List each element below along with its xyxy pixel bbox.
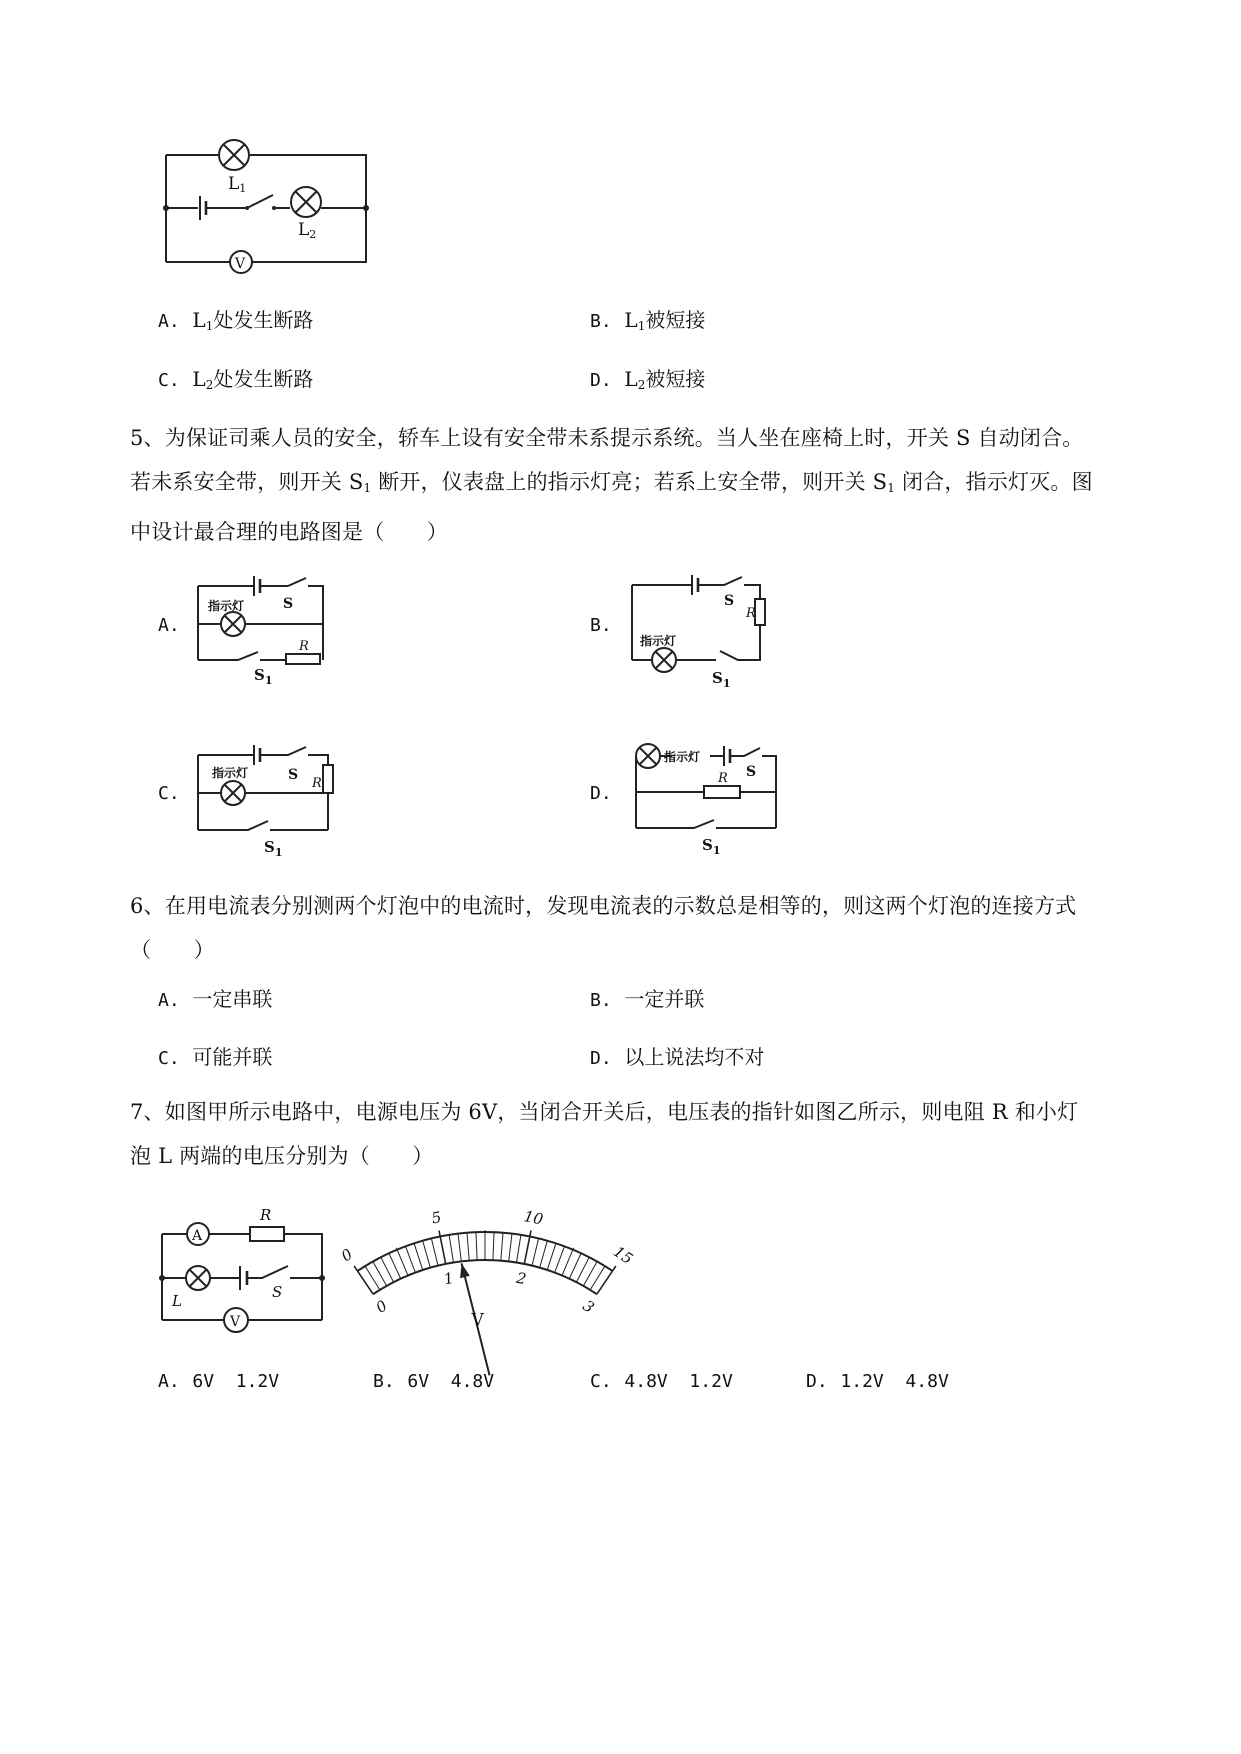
svg-text:S: S bbox=[272, 1283, 283, 1301]
q4-option-a[interactable]: A. $L_1$处发生断路 bbox=[158, 308, 314, 333]
meter-inner-scale-label: 0 bbox=[372, 1296, 391, 1317]
svg-text:指示灯: 指示灯 bbox=[208, 599, 245, 613]
lamp-l1-label: L1 bbox=[228, 174, 247, 195]
q7-circuit-diagram bbox=[150, 1200, 340, 1340]
svg-text:S: S bbox=[283, 596, 294, 612]
svg-text:S: S bbox=[288, 767, 299, 783]
q5-option-d-label[interactable]: D. bbox=[590, 783, 612, 804]
meter-outer-scale-label: 15 bbox=[610, 1242, 637, 1269]
ammeter-icon bbox=[187, 1223, 209, 1245]
meter-outer-scale-label: 5 bbox=[430, 1208, 443, 1228]
q7-option-c[interactable]: C. 4.8V 1.2V bbox=[590, 1371, 733, 1392]
meter-tick bbox=[431, 1238, 438, 1265]
q5-line-1: 5、为保证司乘人员的安全，轿车上设有安全带未系提示系统。当人坐在座椅上时，开关 S 自动闭合。 bbox=[130, 426, 1084, 450]
svg-text:R: R bbox=[312, 776, 322, 791]
q6-option-a[interactable]: A. 一定串联 bbox=[158, 987, 273, 1011]
meter-tick bbox=[540, 1241, 548, 1268]
meter-tick bbox=[501, 1233, 503, 1261]
q7-option-d[interactable]: D. 1.2V 4.8V bbox=[806, 1371, 949, 1392]
meter-tick bbox=[458, 1234, 461, 1262]
q4-option-d[interactable]: D. $L_2$被短接 bbox=[590, 367, 706, 392]
q5-option-d-circuit bbox=[620, 730, 790, 860]
svg-text:指示灯: 指示灯 bbox=[640, 634, 677, 648]
meter-inner-arc bbox=[373, 1260, 597, 1294]
q6-line-1: 6、在用电流表分别测两个灯泡中的电流时，发现电流表的示数总是相等的，则这两个灯泡的连接方式 bbox=[130, 894, 1077, 918]
svg-text:S1: $S_1$ bbox=[264, 838, 283, 859]
battery-icon bbox=[200, 196, 206, 220]
q7-line-2: 泡 L 两端的电压分别为（ ） bbox=[130, 1144, 434, 1168]
q6-line-2: （ ） bbox=[130, 938, 215, 962]
q5-option-b-circuit bbox=[620, 565, 780, 690]
q7-voltmeter-dial bbox=[337, 1185, 637, 1350]
svg-text:指示灯: 指示灯 bbox=[664, 750, 701, 764]
meter-tick bbox=[389, 1253, 401, 1278]
meter-scale-ticks bbox=[354, 1230, 616, 1294]
meter-tick bbox=[547, 1243, 556, 1270]
svg-text:R: R bbox=[746, 606, 756, 621]
q5-option-a-label[interactable]: A. bbox=[158, 615, 180, 636]
meter-outer-scale-label: 10 bbox=[522, 1207, 545, 1229]
voltmeter-icon bbox=[224, 1308, 248, 1332]
q5-option-c-label[interactable]: C. bbox=[158, 783, 180, 804]
svg-text:V: V bbox=[235, 256, 246, 272]
svg-text:S: S bbox=[724, 593, 735, 609]
meter-tick bbox=[476, 1232, 477, 1260]
meter-inner-scale-label: 2 bbox=[514, 1268, 528, 1289]
meter-tick bbox=[354, 1266, 373, 1294]
svg-text:S: S bbox=[746, 764, 757, 780]
svg-text:R: R bbox=[260, 1206, 272, 1224]
meter-tick bbox=[423, 1241, 431, 1268]
q4-option-b[interactable]: B. $L_1$被短接 bbox=[590, 308, 706, 333]
lamp-icon bbox=[186, 1266, 210, 1290]
lamp-l1-icon bbox=[219, 140, 249, 170]
svg-text:指示灯: 指示灯 bbox=[212, 766, 249, 780]
lamp-l2-icon bbox=[291, 187, 321, 217]
q4-option-c[interactable]: C. $L_2$处发生断路 bbox=[158, 367, 314, 392]
q6-question-text bbox=[130, 884, 1076, 972]
q5-line-3: 中设计最合理的电路图是（ ） bbox=[130, 520, 448, 544]
meter-tick bbox=[414, 1243, 423, 1270]
meter-needle-arrowhead bbox=[460, 1263, 470, 1278]
q7-option-b[interactable]: B. 6V 4.8V bbox=[373, 1371, 495, 1392]
meter-tick bbox=[493, 1232, 494, 1260]
svg-text:R: R bbox=[718, 771, 728, 786]
meter-tick bbox=[449, 1235, 453, 1263]
q7-question-text bbox=[130, 1090, 1078, 1178]
q5-line-2: 若未系安全带，则开关 $S_1$ 断开，仪表盘上的指示灯亮；若系上安全带，则开关 $S_1$ 闭合，指示灯灭。图 bbox=[130, 470, 1093, 495]
q5-option-c-circuit bbox=[188, 735, 348, 860]
q5-option-a-circuit bbox=[188, 568, 338, 688]
q5-question-text bbox=[130, 416, 1093, 554]
meter-tick bbox=[517, 1235, 521, 1263]
lamp-l2-label: L2 bbox=[298, 220, 317, 241]
meter-tick bbox=[569, 1253, 581, 1278]
q7-option-a[interactable]: A. 6V 1.2V bbox=[158, 1371, 280, 1392]
meter-tick bbox=[562, 1248, 574, 1276]
meter-outer-scale-label: 0 bbox=[337, 1245, 356, 1266]
meter-scale-labels bbox=[338, 1207, 636, 1317]
meter-tick bbox=[509, 1234, 512, 1262]
q6-option-d[interactable]: D. 以上说法均不对 bbox=[590, 1045, 765, 1069]
q7-line-1: 7、如图甲所示电路中，电源电压为 6V，当闭合开关后，电压表的指针如图乙所示，则电阻 R 和小灯 bbox=[130, 1100, 1079, 1124]
meter-tick bbox=[406, 1246, 416, 1272]
meter-inner-scale-label: 3 bbox=[579, 1296, 598, 1317]
q4-circuit-diagram bbox=[150, 135, 390, 285]
switch-icon bbox=[245, 195, 276, 210]
meter-tick bbox=[597, 1266, 616, 1294]
q5-option-b-label[interactable]: B. bbox=[590, 615, 612, 636]
meter-tick bbox=[532, 1238, 539, 1265]
svg-text:L: L bbox=[172, 1292, 182, 1310]
svg-text:V: V bbox=[230, 1314, 241, 1330]
meter-inner-scale-label: 1 bbox=[442, 1268, 456, 1289]
q6-option-c[interactable]: C. 可能并联 bbox=[158, 1045, 273, 1069]
svg-text:S1: $S_1$ bbox=[702, 836, 721, 857]
svg-text:R: R bbox=[299, 639, 309, 654]
meter-tick bbox=[555, 1246, 565, 1272]
svg-text:A: A bbox=[192, 1228, 203, 1244]
q6-option-b[interactable]: B. 一定并联 bbox=[590, 987, 705, 1011]
meter-tick bbox=[396, 1248, 408, 1276]
voltmeter-icon bbox=[230, 251, 252, 273]
meter-tick bbox=[467, 1233, 469, 1261]
svg-text:S1: $S_1$ bbox=[712, 669, 731, 690]
meter-unit-label: V bbox=[471, 1310, 484, 1331]
svg-text:S1: $S_1$ bbox=[254, 666, 273, 687]
